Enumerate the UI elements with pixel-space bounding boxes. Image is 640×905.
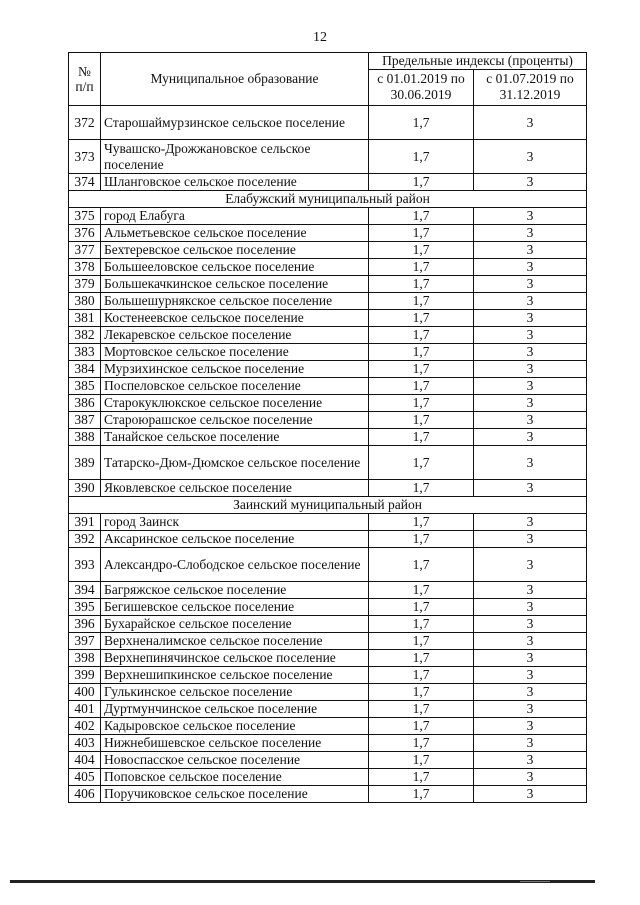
index-period-2: 3 (474, 344, 587, 361)
municipality-name: Костенеевское сельское поселение (101, 310, 369, 327)
district-name: Заинский муниципальный район (69, 497, 587, 514)
index-period-1: 1,7 (369, 701, 474, 718)
table-row (69, 412, 587, 429)
index-period-1: 1,7 (369, 378, 474, 395)
row-number: 391 (69, 514, 101, 531)
municipality-name: Кадыровское сельское поселение (101, 718, 369, 735)
table-row (69, 429, 587, 446)
index-period-1: 1,7 (369, 752, 474, 769)
index-period-2: 3 (474, 242, 587, 259)
table-row (69, 242, 587, 259)
index-period-1: 1,7 (369, 361, 474, 378)
municipality-name: город Заинск (101, 514, 369, 531)
municipality-name: Поповское сельское поселение (101, 769, 369, 786)
page-bottom-mark (520, 881, 550, 882)
page-number: 12 (313, 30, 327, 45)
municipality-name: город Елабуга (101, 208, 369, 225)
table-row (69, 599, 587, 616)
table-row (69, 514, 587, 531)
table-row (69, 633, 587, 650)
index-period-1: 1,7 (369, 548, 474, 582)
index-period-2: 3 (474, 327, 587, 344)
index-period-1: 1,7 (369, 225, 474, 242)
index-period-2: 3 (474, 429, 587, 446)
municipality-name: Аксаринское сельское поселение (101, 531, 369, 548)
index-period-2: 3 (474, 276, 587, 293)
row-number: 377 (69, 242, 101, 259)
table-row (69, 174, 587, 191)
municipality-name: Мурзихинское сельское поселение (101, 361, 369, 378)
row-number: 403 (69, 735, 101, 752)
index-period-2: 3 (474, 378, 587, 395)
index-period-2: 3 (474, 633, 587, 650)
index-period-1: 1,7 (369, 174, 474, 191)
index-period-1: 1,7 (369, 208, 474, 225)
municipality-name: Поручиковское сельское поселение (101, 786, 369, 803)
municipality-name: Чувашско-Дрожжановское сельское поселение (101, 140, 369, 174)
index-period-1: 1,7 (369, 259, 474, 276)
municipality-name: Бехтеревское сельское поселение (101, 242, 369, 259)
municipality-name: Большекачкинское сельское поселение (101, 276, 369, 293)
row-number: 397 (69, 633, 101, 650)
table-row (69, 752, 587, 769)
header-municipality: Муниципальное образование (101, 53, 369, 106)
row-number: 393 (69, 548, 101, 582)
row-number: 399 (69, 667, 101, 684)
index-period-2: 3 (474, 582, 587, 599)
row-number: 398 (69, 650, 101, 667)
index-period-1: 1,7 (369, 667, 474, 684)
table-row (69, 480, 587, 497)
row-number: 394 (69, 582, 101, 599)
index-period-1: 1,7 (369, 344, 474, 361)
row-number: 381 (69, 310, 101, 327)
row-number: 389 (69, 446, 101, 480)
index-period-2: 3 (474, 650, 587, 667)
index-period-2: 3 (474, 514, 587, 531)
row-number: 401 (69, 701, 101, 718)
index-period-1: 1,7 (369, 276, 474, 293)
table-row (69, 378, 587, 395)
table-row (69, 344, 587, 361)
index-period-2: 3 (474, 786, 587, 803)
table-row (69, 684, 587, 701)
municipality-name: Дуртмунчинское сельское поселение (101, 701, 369, 718)
municipality-name: Шланговское сельское поселение (101, 174, 369, 191)
municipality-name: Староюрашское сельское поселение (101, 412, 369, 429)
row-number: 402 (69, 718, 101, 735)
row-number: 385 (69, 378, 101, 395)
index-period-1: 1,7 (369, 106, 474, 140)
row-number: 395 (69, 599, 101, 616)
municipality-name: Танайское сельское поселение (101, 429, 369, 446)
row-number: 374 (69, 174, 101, 191)
row-number: 376 (69, 225, 101, 242)
index-period-1: 1,7 (369, 633, 474, 650)
district-row (69, 191, 587, 208)
row-number: 382 (69, 327, 101, 344)
municipality-name: Бухарайское сельское поселение (101, 616, 369, 633)
table-row (69, 361, 587, 378)
row-number: 387 (69, 412, 101, 429)
row-number: 372 (69, 106, 101, 140)
table-row (69, 327, 587, 344)
index-period-1: 1,7 (369, 786, 474, 803)
index-period-1: 1,7 (369, 769, 474, 786)
index-period-1: 1,7 (369, 514, 474, 531)
row-number: 373 (69, 140, 101, 174)
index-period-2: 3 (474, 531, 587, 548)
district-row (69, 497, 587, 514)
index-period-2: 3 (474, 752, 587, 769)
index-period-2: 3 (474, 174, 587, 191)
district-name: Елабужский муниципальный район (69, 191, 587, 208)
index-period-1: 1,7 (369, 582, 474, 599)
table-body (69, 106, 587, 803)
indices-table (68, 52, 587, 803)
header-period-1: с 01.01.2019 по 30.06.2019 (369, 69, 474, 105)
row-number: 386 (69, 395, 101, 412)
municipality-name: Татарско-Дюм-Дюмское сельское поселение (101, 446, 369, 480)
row-number: 396 (69, 616, 101, 633)
index-period-1: 1,7 (369, 412, 474, 429)
municipality-name: Верхненалимское сельское поселение (101, 633, 369, 650)
table-row (69, 225, 587, 242)
index-period-2: 3 (474, 310, 587, 327)
index-period-2: 3 (474, 735, 587, 752)
index-period-2: 3 (474, 208, 587, 225)
index-period-2: 3 (474, 140, 587, 174)
row-number: 384 (69, 361, 101, 378)
index-period-1: 1,7 (369, 395, 474, 412)
row-number: 404 (69, 752, 101, 769)
municipality-name: Нижнебишевское сельское поселение (101, 735, 369, 752)
index-period-1: 1,7 (369, 650, 474, 667)
index-period-2: 3 (474, 599, 587, 616)
municipality-name: Поспеловское сельское поселение (101, 378, 369, 395)
row-number: 375 (69, 208, 101, 225)
table-row (69, 718, 587, 735)
municipality-name: Багряжское сельское поселение (101, 582, 369, 599)
municipality-name: Верхнепинячинское сельское поселение (101, 650, 369, 667)
table-row (69, 616, 587, 633)
municipality-name: Новоспасское сельское поселение (101, 752, 369, 769)
index-period-2: 3 (474, 106, 587, 140)
index-period-1: 1,7 (369, 140, 474, 174)
municipality-name: Яковлевское сельское поселение (101, 480, 369, 497)
index-period-2: 3 (474, 548, 587, 582)
index-period-1: 1,7 (369, 684, 474, 701)
index-period-2: 3 (474, 395, 587, 412)
index-period-2: 3 (474, 259, 587, 276)
table-row (69, 276, 587, 293)
table-row (69, 140, 587, 174)
table-row (69, 667, 587, 684)
municipality-name: Александро-Слободское сельское поселение (101, 548, 369, 582)
row-number: 400 (69, 684, 101, 701)
index-period-1: 1,7 (369, 735, 474, 752)
index-period-2: 3 (474, 225, 587, 242)
municipality-name: Гулькинское сельское поселение (101, 684, 369, 701)
row-number: 378 (69, 259, 101, 276)
page-bottom-border (10, 880, 595, 883)
index-period-2: 3 (474, 684, 587, 701)
municipality-name: Верхнешипкинское сельское поселение (101, 667, 369, 684)
row-number: 383 (69, 344, 101, 361)
row-number: 406 (69, 786, 101, 803)
municipality-name: Большееловское сельское поселение (101, 259, 369, 276)
index-period-1: 1,7 (369, 327, 474, 344)
index-period-2: 3 (474, 616, 587, 633)
table-row (69, 446, 587, 480)
table-row (69, 259, 587, 276)
index-period-1: 1,7 (369, 599, 474, 616)
index-period-1: 1,7 (369, 616, 474, 633)
table-row (69, 395, 587, 412)
table-row (69, 769, 587, 786)
row-number: 379 (69, 276, 101, 293)
index-period-2: 3 (474, 480, 587, 497)
index-period-1: 1,7 (369, 293, 474, 310)
row-number: 405 (69, 769, 101, 786)
header-period-2: с 01.07.2019 по 31.12.2019 (474, 69, 587, 105)
municipality-name: Старошаймурзинское сельское поселение (101, 106, 369, 140)
table-row (69, 531, 587, 548)
header-num: № п/п (69, 53, 101, 106)
table-row (69, 548, 587, 582)
row-number: 390 (69, 480, 101, 497)
table-row (69, 310, 587, 327)
row-number: 388 (69, 429, 101, 446)
index-period-2: 3 (474, 446, 587, 480)
index-period-2: 3 (474, 667, 587, 684)
index-period-1: 1,7 (369, 429, 474, 446)
row-number: 380 (69, 293, 101, 310)
index-period-1: 1,7 (369, 531, 474, 548)
index-period-2: 3 (474, 361, 587, 378)
table-row (69, 582, 587, 599)
index-period-1: 1,7 (369, 480, 474, 497)
table-row (69, 208, 587, 225)
header-limit-indices: Предельные индексы (проценты) (369, 53, 587, 70)
table-row (69, 786, 587, 803)
index-period-2: 3 (474, 412, 587, 429)
table-row (69, 735, 587, 752)
row-number: 392 (69, 531, 101, 548)
municipality-name: Лекаревское сельское поселение (101, 327, 369, 344)
table-row (69, 650, 587, 667)
index-period-2: 3 (474, 293, 587, 310)
municipality-name: Мортовское сельское поселение (101, 344, 369, 361)
index-period-2: 3 (474, 701, 587, 718)
index-period-2: 3 (474, 769, 587, 786)
index-period-1: 1,7 (369, 446, 474, 480)
table-row (69, 106, 587, 140)
municipality-name: Старокуклюкское сельское поселение (101, 395, 369, 412)
municipality-name: Бегишевское сельское поселение (101, 599, 369, 616)
table-row (69, 293, 587, 310)
index-period-2: 3 (474, 718, 587, 735)
index-period-1: 1,7 (369, 310, 474, 327)
index-period-1: 1,7 (369, 718, 474, 735)
municipality-name: Большешурнякское сельское поселение (101, 293, 369, 310)
table-row (69, 701, 587, 718)
municipality-name: Альметьевское сельское поселение (101, 225, 369, 242)
index-period-1: 1,7 (369, 242, 474, 259)
